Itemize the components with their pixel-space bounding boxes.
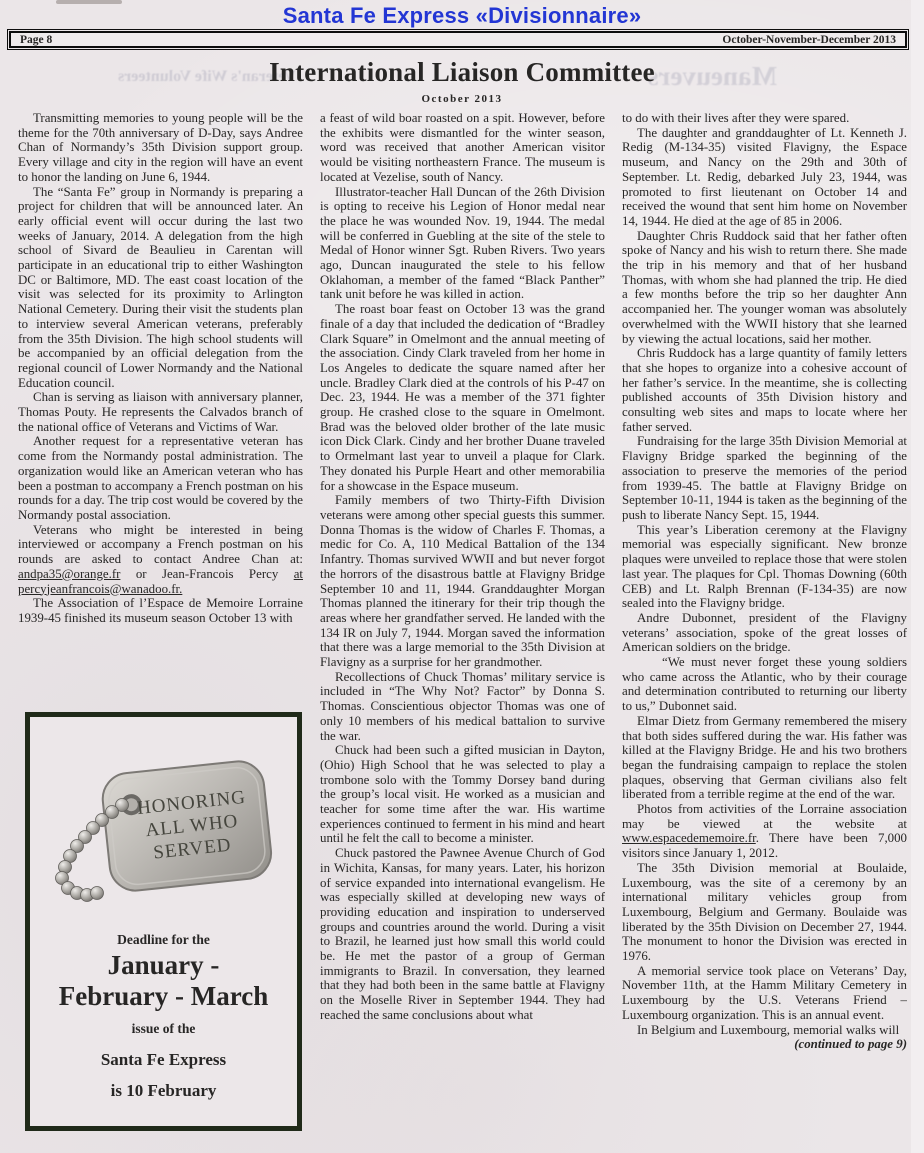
text-run: Illustrator-teacher Hall Duncan of the 26th Division is opting to receive his Legion of Honor medal near the place he was wounded Nov. 19, 1944. The medal will be conferred in Guebling at the site of the stele to Medal of Honor winner Sgt. Ruben Rivers. Two years ago, Duncan inaugurated the stele to his fellow Oklahoman, a member of the famed “Black Panther” tank unit before he was killed in action. [320,184,605,302]
tag-text-line-3: SERVED [151,834,232,864]
text-run: Chuck had been such a gifted musician in Dayton, (Ohio) High School that he was selected to play a trombone solo with the Tommy Dorsey band during the group’s local visit. He worked as a musician and teacher for some time after the war. His wartime experiences continued to ferment in his mind and heart until he felt the call to become a minister. [320,743,605,846]
paragraph [18,390,303,434]
dog-tag-svg [42,735,286,925]
column-2 [320,111,605,1052]
text-run: . There have been 7,000 visitors since January 1, 2012. [622,831,907,861]
paragraph [622,714,907,802]
bleed-through-text: Maneuvers [648,61,777,91]
text-run: The “Santa Fe” group in Normandy is preparing a project for children that will be announced later. An early official event will occur during the last two weeks of January, 2014. A delegation from the high school of Sivard de Beaulieu in Carentan will participate in an educational trip to either Washington DC or Baltimore, MD. The east coast location of the visit was selected for its proximity to Arlington National Cemetery. During their visit the students plan to interview several American veterans, preferably from the 35th Division. The high school students will be accompanied by an official delegation from the regional council of Lower Normandy and the National Education council. [18,184,303,390]
deadline-label: Deadline for the [117,932,210,947]
paragraph [18,111,303,185]
text-run: “We must never forget these young soldiers who came across the Atlantic, who by their courage and determination contributed to returning our liberty to us,” Dubonnet said. [622,655,907,714]
tag-text-line-2: ALL WHO [144,810,239,842]
paragraph [18,185,303,391]
text-run: Chris Ruddock has a large quantity of family letters that she hopes to organize into a cohesive account of her father’s service. In the meantime, she is collecting published accounts of 35th Division history and consulting web sites and maps to locate where her father served. [622,346,907,434]
text-run: In Belgium and Luxembourg, memorial walks will [637,1022,900,1037]
paragraph [622,434,907,522]
text-run: Photos from activities of the Lorraine association may be viewed at the website at [622,802,907,831]
paragraph [622,111,907,126]
text-run: Recollections of Chuck Thomas’ military service is included in “The Why Not? Factor” by Donna S. Thomas. Conscientious objector Thomas was one of only 10 members of his medical battalion to survive the war. [320,669,605,743]
paragraph [18,523,303,597]
paragraph [18,434,303,522]
deadline-date: is 10 February [110,1081,217,1100]
text-run: a feast of wild boar roasted on a spit. However, before the exhibits were dismantled for the winter season, word was received that another American visitor would be visiting northeastern France. The museum is located at Vezelise, south of Nancy. [320,111,605,184]
paragraph [622,611,907,655]
paragraph [320,493,605,669]
paragraph [320,670,605,744]
deadline-announcement-box [25,712,302,1131]
dog-tag-graphic [30,735,297,930]
scan-edge [911,0,924,1153]
text-run: Chan is serving as liaison with anniversary planner, Thomas Pouty. He represents the Calvados branch of the national office of Veterans and Victims of War. [18,390,303,434]
text-run: to do with their lives after they were spared. [622,111,850,125]
paragraph [622,655,907,714]
text-run: Daughter Chris Ruddock said that her father often spoke of Nancy and his wish to return there. She made the trip in his memory and that of her husband Thomas, with whom she had planned the trip. He died a few months before the trip so her daughter Ann accompanied her. The younger woman was absolutely overwhelmed with the WWII history that she learned by viewing the actual locations, said her mother. [622,228,907,346]
text-run: Chuck pastored the Pawnee Avenue Church of God in Wichita, Kansas, for many years. Later, his horizon of service expanded into international evangelism. He was especially skilled at developing new ways of providing education and inspiration to underserved groups and countries around the world. During a visit to Brazil, he learned just how small this world could be. He met the pastor of a group of German immigrants to Brazil. In conversation, they learned that they had both been in the same battle at Flavigny on the Moselle River in September 1944. They had reached the same conclusions about what [320,846,605,1022]
paragraph [320,302,605,493]
paragraph [622,861,907,964]
paragraph [622,346,907,434]
link-text[interactable]: www.espacedememoire.fr [622,831,756,846]
bleed-through-text: Veteran's Wife Volunteers [118,68,296,85]
paragraph [18,596,303,625]
text-run: Fundraising for the large 35th Division Memorial at Flavigny Bridge sparked the beginning of the association to preserve the memories of the period from 1939-45. The battle at Flavigny Bridge on September 10-11, 1944 is taken as the beginning of the push to liberate Nancy Sept. 15, 1944. [622,434,907,522]
deadline-publication: Santa Fe Express [100,1050,227,1069]
article-date: October 2013 [421,93,503,105]
text-run: Another request for a representative veteran has come from the Normandy postal administration. The organization would like an American veteran who has been a postman to accompany a French postman on his rounds for a day. The trip cost would be covered by the Normandy postal association. [18,434,303,522]
text-run: The Association of l’Espace de Memoire Lorraine 1939-45 finished its museum season October 13 with [18,596,303,625]
column-3 [622,111,907,1052]
paragraph [622,802,907,861]
paragraph [622,964,907,1023]
paragraph [320,111,605,185]
paragraph [320,846,605,1022]
link-text[interactable]: at percyjeanfrancois@wanadoo.fr. [18,566,303,596]
text-run: Family members of two Thirty-Fifth Division veterans were among other special guests this summer. Donna Thomas is the widow of Charles F. Thomas, a medic for Co. A, 110 Medical Battalion of the 134 Infantry. Thomas survived WWII and but never forgot the horrors of the disastrous battle at Flavigny Bridge September 10 and 11, 1944. Granddaughter Morgan Thomas planned the itinerary for their trip though the areas where her grandfather served. He landed with the 134 IR on July 7, 1944. Morgan saved the information that there was a large memorial to the 35th Division at Flavigny as a surprise for her grandmother. [320,493,605,670]
text-run: Transmitting memories to young people will be the theme for the 70th anniversary of D-Day, says Andree Chan of Normandy’s 35th Division support group. Every village and city in the region will have an event to honor the landing on June 6, 1944. [18,111,303,184]
tag-text-line-1: HONORING [135,786,247,820]
tag-plate [100,759,273,893]
paragraph [622,1037,907,1052]
deadline-issue-label: issue of the [131,1021,196,1036]
text-run: The 35th Division memorial at Boulaide, Luxembourg, was the site of a ceremony by an international military vehicles group from Luxembourg, Belgium and Germany. Boulaide was liberated by the 35th Division on December 27, 1944. The monument to honor the Division was erected in 1976. [622,860,907,964]
paragraph [622,229,907,347]
text-run: The daughter and granddaughter of Lt. Kenneth J. Redig (M-134-35) visited Flavigny, the Espace museum, and Nancy on the 29th and 30th of September. Lt. Redig, debarked July 23, 1944, was promoted to first lieutenant on October 14 and received the wound that sent him home on November 14, 1944. He died at the age of 85 in 2006. [622,125,907,228]
text-run: The roast boar feast on October 13 was the grand finale of a day that included the dedication of “Bradley Clark Square” in Omelmont and the annual meeting of the association. Cindy Clark traveled from her home in Los Angeles to dedicate the square named after her uncle. Bradley Clark died at the controls of his P-47 on Dec. 23, 1944. He was a member of the 371 fighter group. He crashed close to the square in Omelmont. Brad was the beloved older brother of the late music icon Dick Clark. Cindy and her brother Duane traveled to Ormelmant last year to unveil a plaque for Clark. They donated his Purple Heart and other memorabilia for a showcase in the Espace museum. [320,302,605,493]
paragraph [320,185,605,303]
text-run: Elmar Dietz from Germany remembered the misery that both sides suffered during the war. His father was killed at the Flavigny Bridge. He and his two brothers began the fundraising campaign to replace the stolen plaques, observing that German civilians also felt liberated from a terrible regime at the end of the war. [622,713,907,802]
deadline-months-2-3: February - March [58,981,269,1011]
page-number: Page 8 [20,33,53,46]
deadline-month-1: January - [107,950,220,980]
paragraph [320,743,605,846]
paragraph [622,1023,907,1038]
article-title: International Liaison Committee [269,57,655,87]
link-text[interactable]: andpa35@orange.fr [18,566,121,581]
newsletter-masthead-title: Santa Fe Express «Divisionnaire» [282,3,642,28]
page-bar [9,31,907,48]
text-run: Andre Dubonnet, president of the Flavigny veterans’ association, spoke of the great losses of American soldiers on the bridge. [622,610,907,655]
text-run: (continued to page 9) [794,1037,907,1052]
text-run: or Jean-Francois Percy [120,566,294,581]
paragraph [622,523,907,611]
text-run: This year’s Liberation ceremony at the Flavigny memorial was especially significant. New bronze plaques were unveiled to replace those that were stolen last year. The plaques for Cpl. Thomas Downing (60th CEB) and Lt. Ralph Brennan (F-134-35) are now sealed into the Flavigny bridge. [622,522,907,611]
text-run: A memorial service took place on Veterans’ Day, November 11th, at the Hamm Military Cemetery in Luxembourg by the U.S. Veterans Friend – Luxembourg organization. This is an annual event. [622,963,907,1022]
issue-date: October-November-December 2013 [722,33,896,46]
paragraph [622,126,907,229]
text-run: Veterans who might be interested in being interviewed or accompany a French postman on his rounds are asked to contact Andree Chan at: [18,522,303,567]
